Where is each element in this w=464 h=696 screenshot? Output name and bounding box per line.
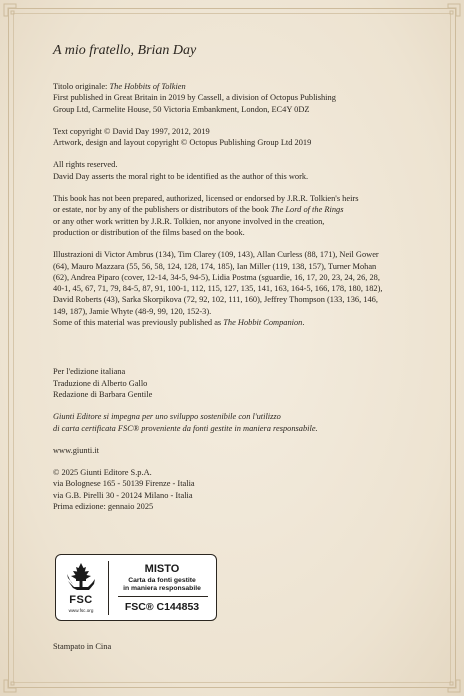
publisher-copyright: © 2025 Giunti Editore S.p.A.: [53, 468, 152, 478]
sustainability-line: Giunti Editore si impegna per uno sviluppo sostenibile con l'utilizzo: [53, 412, 281, 422]
illustrations-line: Illustrazioni di Victor Ambrus (134), Tim Clarey (109, 143), Allan Curless (88, 171), Neil Gower: [53, 250, 379, 260]
corner-ornament-icon: [3, 675, 21, 693]
artwork-copyright: Artwork, design and layout copyright © Octopus Publishing Group Ltd 2019: [53, 138, 312, 148]
publisher-address-milan: via G.B. Pirelli 30 - 20124 Milano - Italia: [53, 490, 193, 500]
disclaimer-text: or estate, nor by any of the publishers or distributors of the book: [53, 205, 271, 215]
illustrations-line: David Roberts (43), Sarka Skorpikova (72, 92, 102, 111, 160), Jeffrey Thompson (133, 136, 146,: [53, 295, 378, 305]
first-edition: Prima edizione: gennaio 2025: [53, 502, 154, 512]
lotr-title: The Lord of the Rings: [270, 205, 344, 215]
original-edition-block: [53, 81, 425, 115]
companion-title: The Hobbit Companion: [223, 318, 303, 328]
fsc-description-line: in maniera responsabile: [123, 585, 201, 592]
original-title: The Hobbits of Tolkien: [109, 82, 186, 91]
fsc-category: MISTO: [144, 563, 180, 575]
original-title-label: Titolo originale:: [53, 82, 110, 91]
fsc-description: [112, 577, 212, 593]
page-content: [53, 42, 425, 512]
disclaimer-line: production or distribution of the films based on the book.: [53, 227, 245, 237]
fsc-url: www.fsc.org: [68, 608, 94, 613]
illustrations-block: [53, 249, 425, 328]
italian-edition-block: [53, 366, 425, 400]
fsc-divider: [108, 561, 109, 615]
fsc-letters: FSC: [69, 594, 93, 606]
publisher-address-florence: via Bolognese 165 - 50139 Firenze - Italia: [53, 479, 195, 489]
companion-text: Some of this material was previously published as: [53, 318, 224, 328]
translator: Traduzione di Alberto Gallo: [53, 378, 148, 388]
italian-edition-label: Per l'edizione italiana: [53, 367, 126, 377]
fsc-label: [55, 554, 217, 621]
dedication: A mio fratello, Brian Day: [53, 43, 197, 58]
text-copyright: Text copyright © David Day 1997, 2012, 2019: [53, 126, 210, 136]
sustainability-line: di carta certificata FSC® proveniente da fonti gestite in maniera responsabile.: [53, 423, 318, 433]
corner-ornament-icon: [3, 3, 21, 21]
sustainability-statement: [53, 411, 425, 434]
corner-ornament-icon: [443, 675, 461, 693]
illustrations-line: (62), Andrea Piparo (cover, 12-14, 34-5, 94-5), Lidia Postma (sguardie, 16, 17, 20, 23, 24, 26, 28,: [53, 272, 380, 282]
copyright-block: [53, 126, 425, 149]
companion-period: .: [302, 318, 305, 328]
publisher-block: [53, 467, 425, 512]
fsc-license-code: FSC® C144853: [124, 601, 200, 613]
fsc-description-line: Carta da fonti gestite: [128, 577, 196, 584]
rights-block: [53, 159, 425, 182]
editor: Redazione di Barbara Gentile: [53, 389, 153, 399]
website-block: [53, 445, 425, 456]
illustrations-line: 149, 187), Jamie Whyte (48-9, 99, 120, 152-3).: [53, 306, 212, 316]
disclaimer-block: [53, 193, 425, 238]
first-published-line: First published in Great Britain in 2019 by Cassell, a division of Octopus Publishing: [53, 93, 336, 103]
disclaimer-line: This book has not been prepared, authorized, licensed or endorsed by J.R.R. Tolkien's heirs: [53, 194, 359, 204]
website-link[interactable]: www.giunti.it: [53, 445, 99, 455]
companion-line: [53, 317, 425, 328]
printed-in: Stampato in Cina: [53, 642, 112, 651]
disclaimer-line: [53, 204, 425, 215]
illustrations-line: (64), Mauro Mazzara (55, 56, 58, 124, 128, 174, 185), Ian Miller (119, 138, 157), Turner Mohan: [53, 261, 377, 271]
all-rights-reserved: All rights reserved.: [53, 160, 118, 170]
disclaimer-line: or any other work written by J.R.R. Tolkien, nor anyone involved in the creation,: [53, 216, 325, 226]
fsc-rule: [118, 596, 208, 597]
first-published-address: Group Ltd, Carmelite House, 50 Victoria Embankment, London, EC4Y 0DZ: [53, 104, 310, 114]
moral-right: David Day asserts the moral right to be identified as the author of this work.: [53, 171, 309, 181]
illustrations-line: 40-1, 45, 67, 71, 79, 84-5, 87, 91, 100-1, 112, 115, 127, 135, 141, 163, 164-5, 166, 178, 180, 182),: [53, 284, 383, 294]
original-title-line: [53, 81, 425, 92]
corner-ornament-icon: [443, 3, 461, 21]
